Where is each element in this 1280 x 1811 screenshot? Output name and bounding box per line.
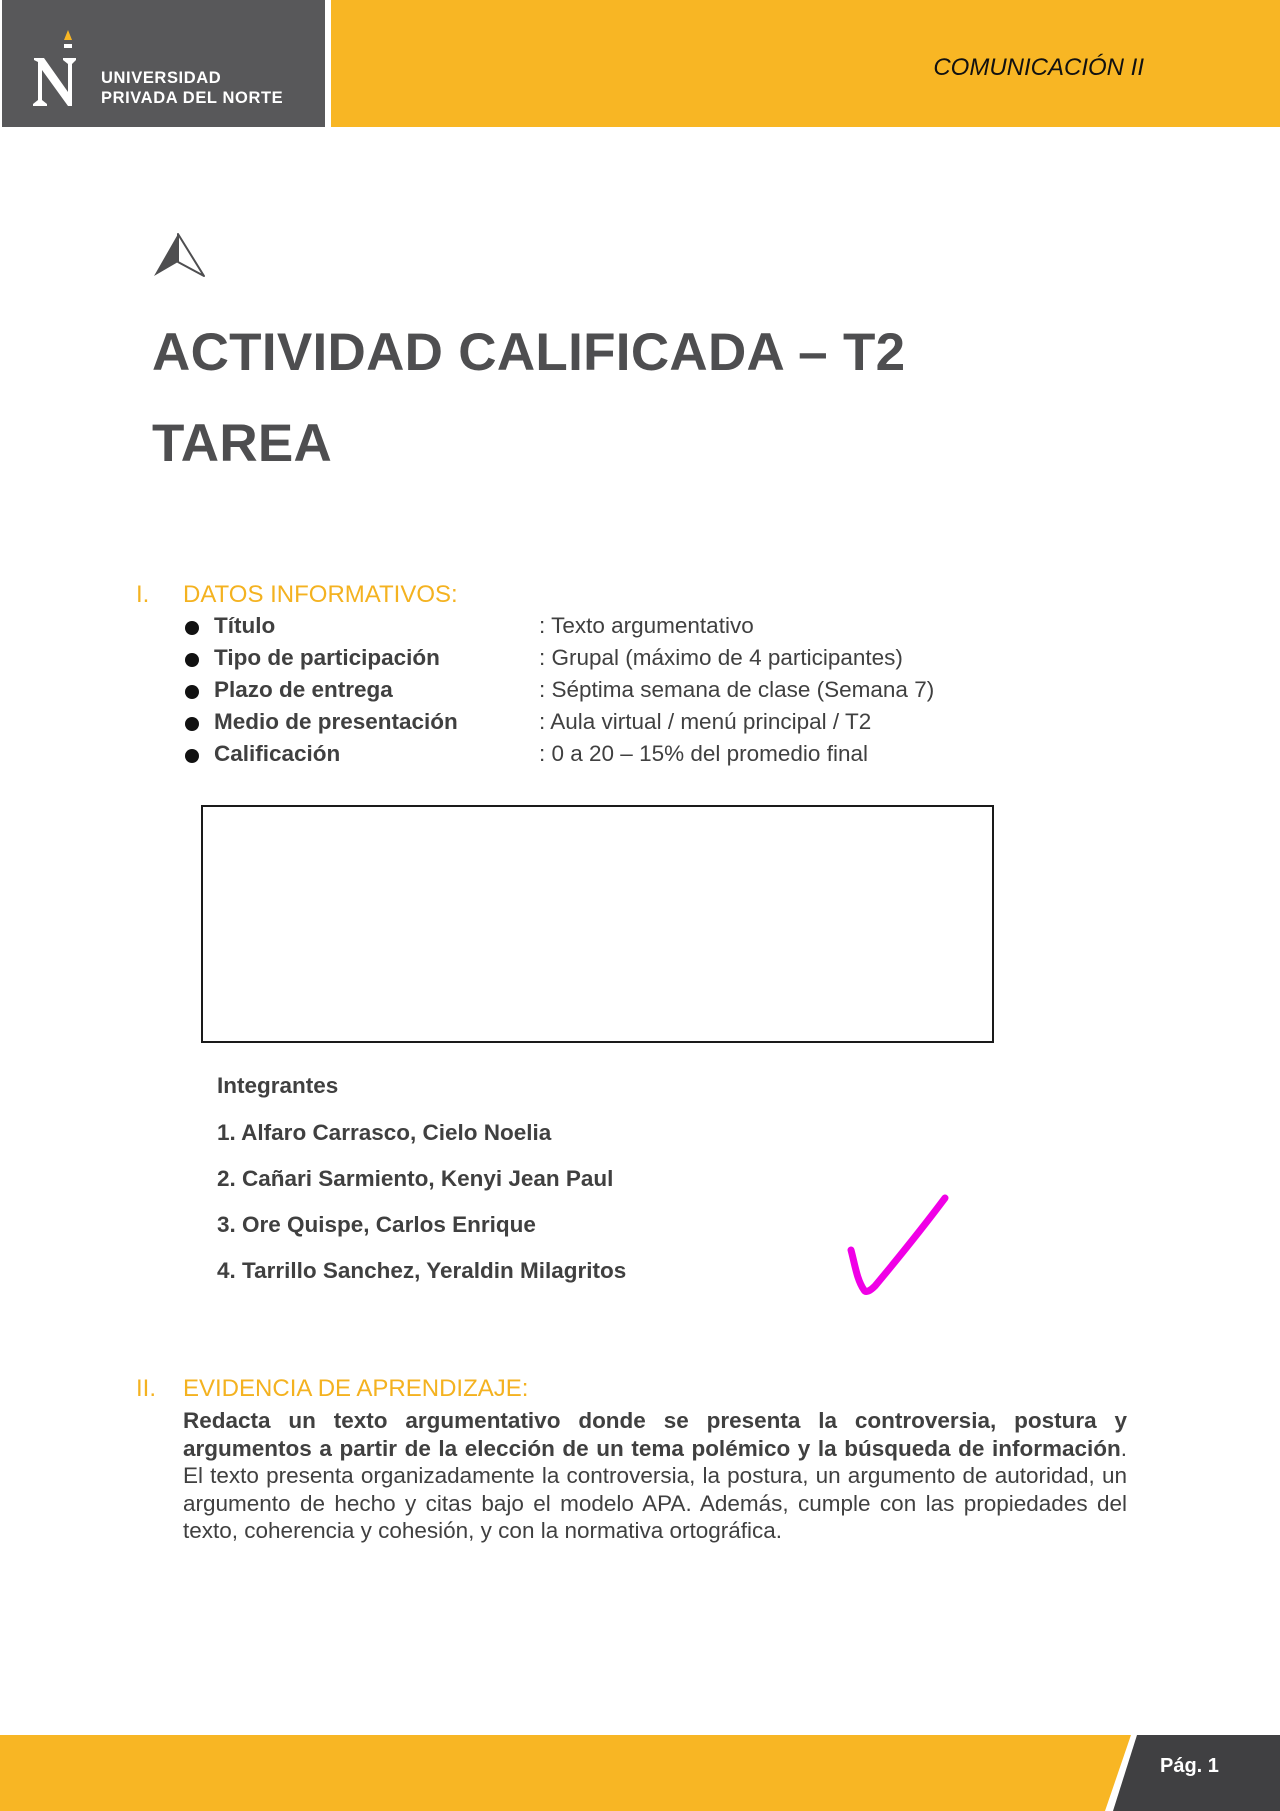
university-name — [101, 68, 283, 108]
page-subtitle: TAREA — [152, 414, 333, 473]
section-1-number: I. — [136, 581, 150, 608]
footer-band — [0, 1735, 1280, 1811]
navigation-arrow-icon — [152, 232, 206, 278]
course-name: COMUNICACIÓN II — [933, 54, 1144, 81]
page-number: Pág. 1 — [1160, 1755, 1219, 1777]
info-key: Plazo de entrega — [214, 677, 393, 702]
member-item: 1. Alfaro Carrasco, Cielo Noelia — [217, 1120, 552, 1145]
university-name-line2: PRIVADA DEL NORTE — [101, 89, 284, 107]
evidence-paragraph — [183, 1407, 1127, 1545]
bullet-icon — [185, 653, 199, 667]
info-row — [183, 709, 1083, 739]
section-1-label: DATOS INFORMATIVOS: — [183, 581, 458, 608]
bullet-icon — [185, 717, 199, 731]
section-2-label: EVIDENCIA DE APRENDIZAJE: — [183, 1375, 529, 1402]
evidence-regular-text: . El texto presenta organizadamente la controversia, la postura, un argumento de autoridad, un argumento de hecho y citas bajo el modelo APA. Además, cumple con las propiedades del texto, coherencia y cohesión, y con la normativa ortográfica. — [183, 1435, 1127, 1544]
info-value: : 0 a 20 – 15% del promedio final — [539, 741, 868, 766]
blank-box — [201, 805, 994, 1043]
member-item: 2. Cañari Sarmiento, Kenyi Jean Paul — [217, 1166, 614, 1191]
info-row — [183, 645, 1083, 675]
info-value: : Grupal (máximo de 4 participantes) — [539, 645, 903, 670]
member-item: 3. Ore Quispe, Carlos Enrique — [217, 1212, 536, 1237]
info-key: Calificación — [214, 741, 341, 766]
info-value: : Séptima semana de clase (Semana 7) — [539, 677, 935, 702]
bullet-icon — [185, 621, 199, 635]
info-key: Tipo de participación — [214, 645, 440, 670]
check-mark-icon — [845, 1190, 955, 1295]
university-name-line1: UNIVERSIDAD — [101, 69, 222, 87]
evidence-bold-text: Redacta un texto argumentativo donde se presenta la controversia, postura y argumentos a partir de la elección de un tema polémico y la búsqueda de información — [183, 1408, 1127, 1461]
header-logo-block — [2, 0, 325, 127]
member-item: 4. Tarrillo Sanchez, Yeraldin Milagritos — [217, 1258, 627, 1283]
section-2-number: II. — [136, 1375, 157, 1402]
info-row — [183, 677, 1083, 707]
info-value: : Texto argumentativo — [539, 613, 754, 638]
bullet-icon — [185, 685, 199, 699]
info-key: Título — [214, 613, 276, 638]
info-key: Medio de presentación — [214, 709, 458, 734]
members-heading: Integrantes — [217, 1073, 339, 1098]
page-title: ACTIVIDAD CALIFICADA – T2 — [152, 323, 906, 382]
bullet-icon — [185, 749, 199, 763]
info-row — [183, 613, 1083, 643]
info-row — [183, 741, 1083, 771]
info-value: : Aula virtual / menú principal / T2 — [539, 709, 872, 734]
upn-logo-icon — [30, 30, 86, 108]
